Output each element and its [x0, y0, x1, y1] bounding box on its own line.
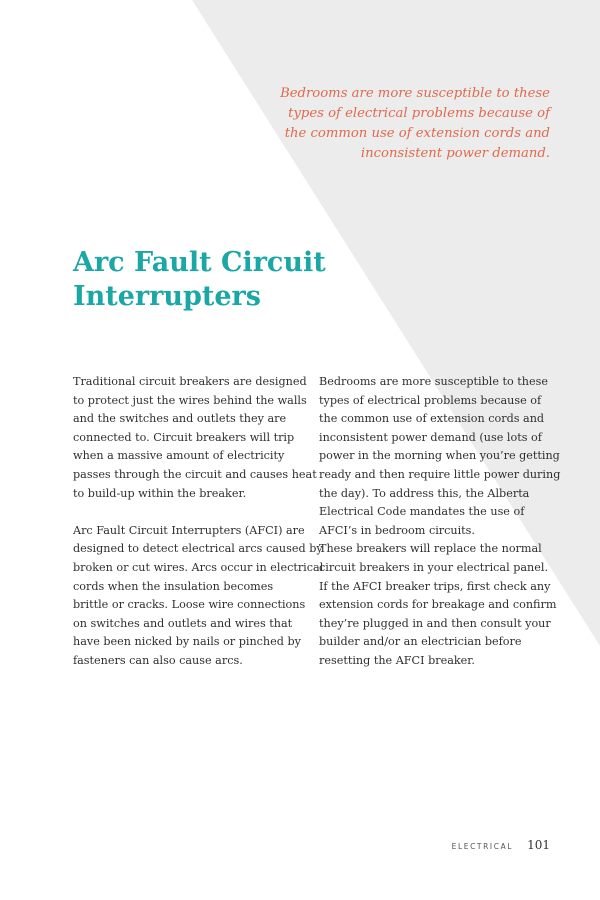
body-line: Bedrooms are more susceptible to these [319, 375, 548, 388]
body-column-left [73, 373, 324, 671]
body-line: the common use of extension cords and [319, 412, 545, 426]
pull-quote [250, 84, 550, 164]
body-line: when a massive amount of electricity [73, 449, 285, 463]
paragraph-gap [73, 503, 313, 522]
body-line: on switches and outlets and wires that [73, 616, 293, 630]
section-title-line: Arc Fault Circuit [73, 247, 326, 278]
body-line: cords when the insulation becomes [73, 579, 274, 593]
body-line: types of electrical problems because of [319, 393, 542, 407]
pull-quote-line: inconsistent power demand. [360, 146, 550, 161]
body-line: designed to detect electrical arcs caused by [73, 542, 323, 556]
paragraph-afci-definition [73, 522, 324, 671]
body-line: Traditional circuit breakers are designed [73, 375, 307, 388]
body-line: inconsistent power demand (use lots of [319, 430, 542, 444]
body-line: circuit breakers in your electrical panel. [319, 560, 549, 574]
page-footer [452, 838, 550, 852]
body-line: and the switches and outlets they are [73, 412, 287, 426]
body-line: to protect just the wires behind the walls [73, 393, 307, 407]
body-line: connected to. Circuit breakers will trip [73, 430, 295, 444]
body-line: fasteners can also cause arcs. [73, 653, 243, 667]
body-line: Arc Fault Circuit Interrupters (AFCI) are [73, 523, 305, 537]
body-line: to build-up within the breaker. [73, 486, 247, 500]
body-line: passes through the circuit and causes heat [73, 467, 317, 481]
body-line: These breakers will replace the normal [319, 542, 542, 556]
page-number: 101 [527, 838, 550, 852]
body-line: broken or cut wires. Arcs occur in electrical [73, 560, 324, 574]
paragraph-traditional-breakers [73, 373, 317, 503]
body-line: builder and/or an electrician before [319, 635, 522, 649]
body-line: AFCI’s in bedroom circuits. [319, 523, 475, 537]
body-line: the day). To address this, the Alberta [319, 486, 530, 500]
pull-quote-line: the common use of extension cords and [284, 126, 550, 141]
pull-quote-line: Bedrooms are more susceptible to these [280, 86, 550, 101]
body-line: they’re plugged in and then consult your [319, 616, 551, 630]
body-line: If the AFCI breaker trips, first check any [319, 579, 551, 593]
body-line: extension cords for breakage and confirm [319, 598, 557, 612]
paragraph-bedrooms [319, 373, 569, 671]
body-line: Electrical Code mandates the use of [319, 505, 525, 519]
body-column-right [319, 373, 569, 671]
body-line: power in the morning when you’re getting [319, 449, 560, 463]
section-title-line: Interrupters [73, 281, 261, 312]
body-line: have been nicked by nails or pinched by [73, 635, 301, 649]
footer-section-name: ELECTRICAL [451, 842, 514, 851]
body-line: brittle or cracks. Loose wire connections [73, 598, 306, 612]
section-title [73, 246, 433, 314]
pull-quote-line: types of electrical problems because of [288, 106, 550, 121]
body-line: resetting the AFCI breaker. [319, 653, 475, 667]
body-line: ready and then require little power during [319, 467, 561, 481]
